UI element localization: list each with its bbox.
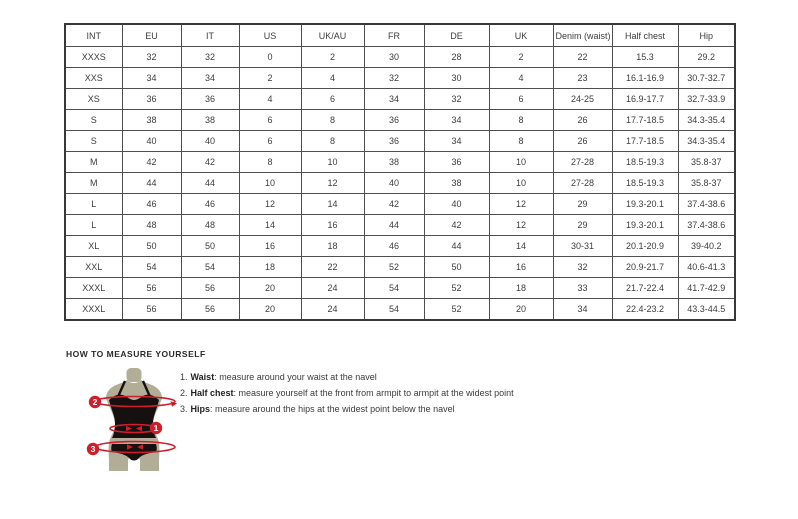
table-cell: 16.9-17.7 xyxy=(612,89,678,110)
table-cell: 16 xyxy=(239,236,301,257)
table-row xyxy=(65,236,735,257)
table-cell: 8 xyxy=(301,110,364,131)
table-cell: 54 xyxy=(364,299,424,321)
table-cell: 8 xyxy=(301,131,364,152)
table-cell: L xyxy=(65,215,122,236)
table-cell: 20 xyxy=(239,299,301,321)
table-cell: 40.6-41.3 xyxy=(678,257,735,278)
table-cell: 10 xyxy=(301,152,364,173)
table-cell: 8 xyxy=(489,110,553,131)
step-label: Hips xyxy=(190,404,211,414)
table-row xyxy=(65,173,735,194)
table-cell: 52 xyxy=(424,278,489,299)
table-cell: 38 xyxy=(122,110,181,131)
table-cell: 27-28 xyxy=(553,173,612,194)
table-cell: 37.4-38.6 xyxy=(678,215,735,236)
table-cell: 34 xyxy=(424,110,489,131)
table-cell: 12 xyxy=(301,173,364,194)
table-cell: 26 xyxy=(553,110,612,131)
table-cell: 38 xyxy=(364,152,424,173)
step-label: Waist xyxy=(190,372,215,382)
table-cell: 54 xyxy=(364,278,424,299)
table-cell: 38 xyxy=(181,110,239,131)
step-number: 3. xyxy=(180,404,188,414)
table-cell: 44 xyxy=(181,173,239,194)
table-cell: M xyxy=(65,173,122,194)
table-cell: 50 xyxy=(122,236,181,257)
table-cell: 6 xyxy=(489,89,553,110)
table-cell: 36 xyxy=(364,131,424,152)
step-text: : measure around the hips at the widest point below the navel xyxy=(210,404,455,414)
chest-badge-number: 2 xyxy=(92,397,98,407)
measure-step-hips xyxy=(180,401,514,417)
table-cell: 40 xyxy=(122,131,181,152)
table-cell: 28 xyxy=(424,47,489,68)
step-number: 1. xyxy=(180,372,188,382)
table-cell: XXS xyxy=(65,68,122,89)
table-cell: 40 xyxy=(424,194,489,215)
table-cell: S xyxy=(65,110,122,131)
table-cell: 36 xyxy=(122,89,181,110)
table-cell: 18.5-19.3 xyxy=(612,173,678,194)
table-cell: 48 xyxy=(122,215,181,236)
table-cell: 54 xyxy=(181,257,239,278)
table-row xyxy=(65,299,735,321)
column-header: Hip xyxy=(678,24,735,47)
table-cell: 20.1-20.9 xyxy=(612,236,678,257)
step-text: : measure around your waist at the navel xyxy=(214,372,377,382)
table-cell: 44 xyxy=(122,173,181,194)
step-number: 2. xyxy=(180,388,188,398)
table-cell: 32 xyxy=(364,68,424,89)
table-cell: 20 xyxy=(239,278,301,299)
hips-badge-number: 3 xyxy=(90,444,96,454)
table-cell: 16 xyxy=(301,215,364,236)
table-cell: 8 xyxy=(239,152,301,173)
measure-step-half-chest xyxy=(180,385,514,401)
table-cell: 4 xyxy=(239,89,301,110)
table-cell: XXXS xyxy=(65,47,122,68)
column-header: IT xyxy=(181,24,239,47)
table-cell: 36 xyxy=(181,89,239,110)
table-row xyxy=(65,131,735,152)
table-cell: 20.9-21.7 xyxy=(612,257,678,278)
table-cell: 30-31 xyxy=(553,236,612,257)
size-table-body xyxy=(65,47,735,321)
table-cell: 41.7-42.9 xyxy=(678,278,735,299)
table-cell: 0 xyxy=(239,47,301,68)
waist-badge-number: 1 xyxy=(153,423,159,433)
table-cell: 2 xyxy=(489,47,553,68)
measurement-figure xyxy=(82,368,186,474)
table-cell: 24 xyxy=(301,278,364,299)
table-cell: XXL xyxy=(65,257,122,278)
table-cell: 34 xyxy=(364,89,424,110)
column-header: DE xyxy=(424,24,489,47)
table-cell: 29 xyxy=(553,194,612,215)
table-cell: 30 xyxy=(364,47,424,68)
table-row xyxy=(65,68,735,89)
column-header: INT xyxy=(65,24,122,47)
table-cell: 21.7-22.4 xyxy=(612,278,678,299)
table-cell: 35.8-37 xyxy=(678,152,735,173)
table-cell: 52 xyxy=(364,257,424,278)
table-cell: 42 xyxy=(364,194,424,215)
table-cell: 44 xyxy=(424,236,489,257)
table-cell: 35.8-37 xyxy=(678,173,735,194)
table-cell: 36 xyxy=(424,152,489,173)
table-cell: 50 xyxy=(181,236,239,257)
table-cell: 24-25 xyxy=(553,89,612,110)
table-cell: 29.2 xyxy=(678,47,735,68)
measure-step-waist xyxy=(180,369,514,385)
table-cell: 18 xyxy=(239,257,301,278)
table-cell: 17.7-18.5 xyxy=(612,131,678,152)
table-cell: 50 xyxy=(424,257,489,278)
table-cell: 33 xyxy=(553,278,612,299)
table-cell: 34.3-35.4 xyxy=(678,110,735,131)
table-cell: 22 xyxy=(301,257,364,278)
table-cell: 34 xyxy=(553,299,612,321)
table-cell: 10 xyxy=(489,173,553,194)
table-cell: S xyxy=(65,131,122,152)
table-cell: 4 xyxy=(489,68,553,89)
table-cell: 34 xyxy=(181,68,239,89)
table-cell: 42 xyxy=(122,152,181,173)
table-cell: 23 xyxy=(553,68,612,89)
table-cell: 32 xyxy=(553,257,612,278)
table-cell: 44 xyxy=(364,215,424,236)
table-cell: 2 xyxy=(301,47,364,68)
table-cell: XXXL xyxy=(65,278,122,299)
table-cell: 27-28 xyxy=(553,152,612,173)
column-header: Denim (waist) xyxy=(553,24,612,47)
table-cell: 42 xyxy=(424,215,489,236)
table-cell: 22.4-23.2 xyxy=(612,299,678,321)
table-cell: 8 xyxy=(489,131,553,152)
table-cell: 12 xyxy=(489,215,553,236)
measure-section-title: HOW TO MEASURE YOURSELF xyxy=(66,349,206,359)
table-cell: 22 xyxy=(553,47,612,68)
column-header: Half chest xyxy=(612,24,678,47)
table-header-row xyxy=(65,24,735,47)
table-cell: 14 xyxy=(301,194,364,215)
table-cell: 36 xyxy=(364,110,424,131)
column-header: EU xyxy=(122,24,181,47)
table-cell: 32 xyxy=(424,89,489,110)
table-cell: XS xyxy=(65,89,122,110)
table-cell: 10 xyxy=(239,173,301,194)
table-cell: 12 xyxy=(239,194,301,215)
table-cell: 17.7-18.5 xyxy=(612,110,678,131)
table-cell: 19.3-20.1 xyxy=(612,215,678,236)
table-cell: 48 xyxy=(181,215,239,236)
table-cell: 40 xyxy=(364,173,424,194)
table-cell: 56 xyxy=(181,299,239,321)
table-row xyxy=(65,257,735,278)
table-cell: 6 xyxy=(301,89,364,110)
table-row xyxy=(65,152,735,173)
table-cell: 32.7-33.9 xyxy=(678,89,735,110)
table-cell: 32 xyxy=(181,47,239,68)
size-conversion-table xyxy=(64,23,736,321)
column-header: UK/AU xyxy=(301,24,364,47)
table-cell: XL xyxy=(65,236,122,257)
step-text: : measure yourself at the front from armpit to armpit at the widest point xyxy=(233,388,514,398)
table-cell: 34 xyxy=(122,68,181,89)
table-cell: 37.4-38.6 xyxy=(678,194,735,215)
table-cell: 4 xyxy=(301,68,364,89)
table-cell: 56 xyxy=(181,278,239,299)
table-cell: XXXL xyxy=(65,299,122,321)
table-cell: 12 xyxy=(489,194,553,215)
table-cell: 34.3-35.4 xyxy=(678,131,735,152)
table-cell: 32 xyxy=(122,47,181,68)
table-row xyxy=(65,110,735,131)
table-cell: 52 xyxy=(424,299,489,321)
table-cell: 16 xyxy=(489,257,553,278)
table-cell: 43.3-44.5 xyxy=(678,299,735,321)
table-cell: M xyxy=(65,152,122,173)
table-cell: 18 xyxy=(489,278,553,299)
table-cell: 14 xyxy=(489,236,553,257)
table-cell: 10 xyxy=(489,152,553,173)
table-row xyxy=(65,47,735,68)
table-cell: 16.1-16.9 xyxy=(612,68,678,89)
table-row xyxy=(65,278,735,299)
mannequin-illustration xyxy=(82,368,186,474)
step-label: Half chest xyxy=(190,388,234,398)
table-cell: 40 xyxy=(181,131,239,152)
table-cell: L xyxy=(65,194,122,215)
table-cell: 54 xyxy=(122,257,181,278)
table-cell: 2 xyxy=(239,68,301,89)
table-cell: 14 xyxy=(239,215,301,236)
table-cell: 56 xyxy=(122,299,181,321)
table-cell: 46 xyxy=(364,236,424,257)
column-header: US xyxy=(239,24,301,47)
table-cell: 24 xyxy=(301,299,364,321)
size-chart-table xyxy=(64,23,734,321)
table-cell: 18 xyxy=(301,236,364,257)
measure-instructions xyxy=(180,369,514,417)
table-row xyxy=(65,215,735,236)
table-cell: 56 xyxy=(122,278,181,299)
table-row xyxy=(65,194,735,215)
table-cell: 39-40.2 xyxy=(678,236,735,257)
table-cell: 38 xyxy=(424,173,489,194)
table-cell: 15.3 xyxy=(612,47,678,68)
table-cell: 30 xyxy=(424,68,489,89)
table-cell: 20 xyxy=(489,299,553,321)
table-cell: 6 xyxy=(239,110,301,131)
table-cell: 29 xyxy=(553,215,612,236)
table-cell: 46 xyxy=(122,194,181,215)
table-row xyxy=(65,89,735,110)
table-cell: 18.5-19.3 xyxy=(612,152,678,173)
table-cell: 6 xyxy=(239,131,301,152)
table-cell: 34 xyxy=(424,131,489,152)
table-cell: 19.3-20.1 xyxy=(612,194,678,215)
table-cell: 30.7-32.7 xyxy=(678,68,735,89)
table-cell: 26 xyxy=(553,131,612,152)
column-header: FR xyxy=(364,24,424,47)
table-cell: 46 xyxy=(181,194,239,215)
table-cell: 42 xyxy=(181,152,239,173)
column-header: UK xyxy=(489,24,553,47)
